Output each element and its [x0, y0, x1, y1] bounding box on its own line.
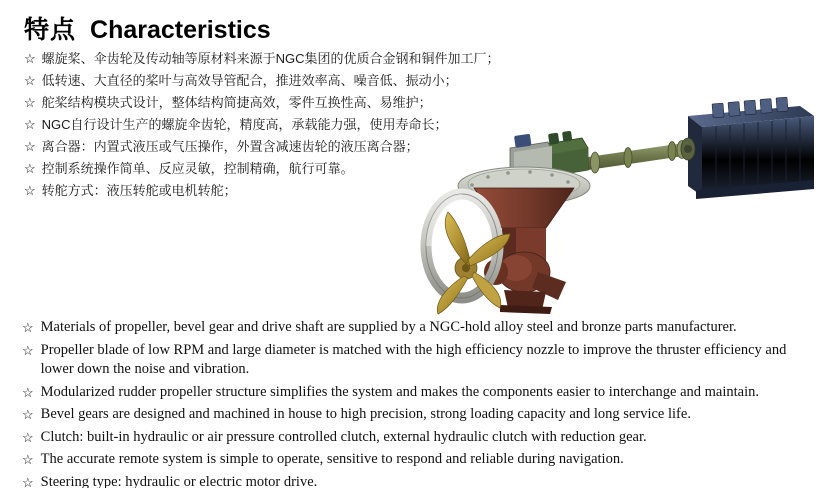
- list-item-label: 离合器：内置式液压或气压操作，外置含减速齿轮的液压离合器；: [41, 139, 419, 154]
- list-item-label: Propeller blade of low RPM and large diameter is matched with the high efficiency nozzle to improve the thruster efficiency and lower down the noise and vibration.: [40, 341, 787, 377]
- list-item-label: 控制系统操作简单、反应灵敏，控制精确，航行可靠。: [41, 161, 354, 176]
- drive-shaft-graphic: [581, 138, 695, 173]
- star-icon: ☆: [22, 320, 34, 335]
- star-icon: ☆: [24, 73, 36, 88]
- page-title-chinese: 特点: [24, 16, 77, 44]
- star-icon: ☆: [22, 429, 34, 445]
- star-icon: ☆: [24, 183, 36, 198]
- list-item-label: Materials of propeller, bevel gear and drive shaft are supplied by a NGC-hold alloy steel and bronze parts manufacturer.: [40, 319, 737, 335]
- list-item: [24, 48, 500, 69]
- star-icon: ☆: [22, 384, 34, 400]
- list-item: [22, 383, 808, 403]
- page-title-english: Characteristics: [90, 16, 271, 44]
- list-item: [22, 473, 808, 488]
- list-item-label: 螺旋桨、伞齿轮及传动轴等原材料来源于NGC集团的优质合金钢和铜件加工厂；: [41, 51, 500, 66]
- star-icon: ☆: [24, 117, 36, 132]
- star-icon: ☆: [22, 474, 34, 488]
- english-feature-list: [22, 318, 808, 488]
- list-item: [22, 450, 808, 470]
- list-item-label: NGC自行设计生产的螺旋伞齿轮，精度高，承载能力强，使用寿命长；: [41, 117, 448, 132]
- list-item-label: The accurate remote system is simple to operate, sensitive to respond and reliable during navigation.: [40, 451, 624, 467]
- list-item-label: Bevel gears are designed and machined in house to high precision, strong loading capacity and long service life.: [40, 406, 691, 422]
- engine-block-graphic: [688, 97, 814, 199]
- list-item-label: 舵桨结构模块式设计，整体结构简捷高效，零件互换性高、易维护；: [41, 95, 432, 110]
- star-icon: ☆: [24, 51, 36, 66]
- list-item-label: Clutch: built-in hydraulic or air pressure controlled clutch, external hydraulic clutch with reduction gear.: [40, 428, 647, 445]
- list-item-label: Modularized rudder propeller structure simplifies the system and makes the components easier to interchange and maintain.: [40, 383, 759, 400]
- list-item: [22, 428, 808, 448]
- star-icon: ☆: [22, 342, 34, 358]
- star-icon: ☆: [24, 95, 36, 110]
- page-title: [24, 10, 271, 46]
- star-icon: ☆: [24, 161, 36, 176]
- star-icon: ☆: [22, 452, 34, 467]
- star-icon: ☆: [22, 407, 34, 422]
- list-item: [22, 341, 808, 380]
- list-item: [22, 405, 808, 425]
- list-item: [22, 318, 808, 338]
- list-item-label: 低转速、大直径的桨叶与高效导管配合，推进效率高、噪音低、振动小；: [41, 73, 458, 88]
- thruster-illustration: [396, 86, 816, 316]
- star-icon: ☆: [24, 139, 36, 154]
- list-item-label: 转舵方式：液压转舵或电机转舵；: [41, 183, 237, 198]
- list-item-label: Steering type: hydraulic or electric motor drive.: [40, 473, 318, 488]
